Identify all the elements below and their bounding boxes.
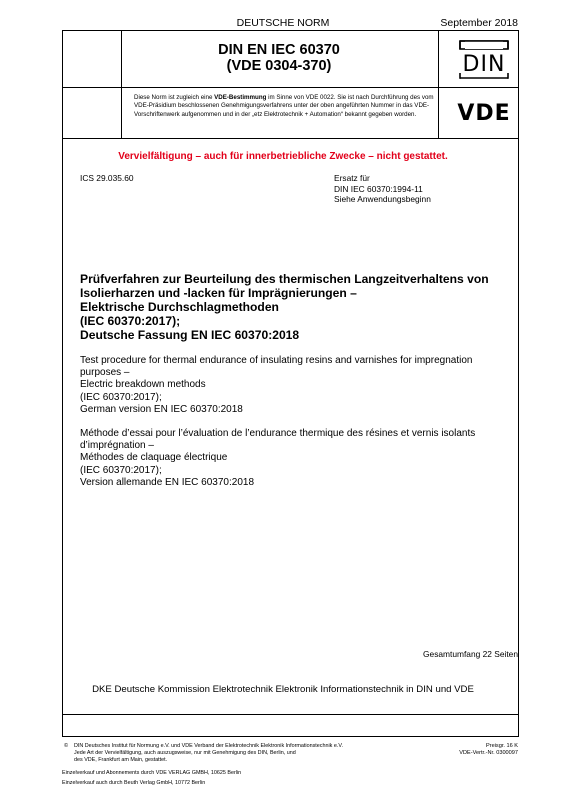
vde-logo (448, 99, 520, 125)
copyright-notice (74, 743, 434, 764)
sales-line-beuth: Einzelverkauf auch durch Beuth Verlag GmbH, 10772 Berlin (62, 780, 206, 786)
frame-dke-rule (62, 714, 519, 715)
title-french-line: Version allemande EN IEC 60370:2018 (80, 476, 255, 488)
vde-notice (134, 94, 434, 119)
title-english-line: German version EN IEC 60370:2018 (80, 403, 243, 415)
title-french-line: (IEC 60370:2017); (80, 464, 162, 476)
frame-mid-rule (62, 87, 519, 88)
standard-number: DIN EN IEC 60370 (218, 42, 340, 58)
sales-line-vde: Einzelverkauf und Abonnements durch VDE VERLAG GMBH, 10625 Berlin (62, 770, 242, 776)
notice-text-pre: Diese Norm ist zugleich eine (134, 94, 215, 101)
replacement-label: Ersatz für (334, 173, 370, 183)
title-english-line: Test procedure for thermal endurance of insulating resins and varnishes for impregnation (80, 355, 473, 366)
frame-top-rule (62, 30, 519, 31)
ics-code: ICS 29.035.60 (80, 173, 134, 183)
frame-notice-rule (62, 138, 519, 139)
title-french (80, 428, 530, 489)
copyright-line: DIN Deutsches Institut für Normung e.V. und VDE Verband der Elektrotechnik Elektronik Informationstechnik e.V. (74, 743, 343, 749)
din-logo (459, 40, 509, 80)
title-german (80, 272, 530, 342)
price-info (459, 743, 518, 757)
vde-classification: (VDE 0304-370) (226, 58, 332, 74)
replacement-note: Siehe Anwendungsbeginn (334, 194, 431, 205)
title-french-line: d’imprégnation – (80, 440, 154, 452)
title-german-line: Isolierharzen und -lacken für Imprägnierungen – (80, 286, 357, 300)
title-german-line: Deutsche Fassung EN IEC 60370:2018 (80, 328, 300, 342)
standard-title (120, 42, 438, 74)
notice-text-post: im Sinne von VDE 0022. Sie ist nach Durchführung des vom VDE-Präsidium beschlossenen Genehmigungsverfahrens unter der oben angeführten Nummer in das VDE-Vorschriftenwerk aufgenommen und in der „etz Elektrotechnik + Automation“ bekannt gegeben worden. (134, 94, 434, 118)
norm-type: DEUTSCHE NORM (236, 17, 330, 29)
title-german-line: Prüfverfahren zur Beurteilung des thermischen Langzeitverhaltens von (80, 272, 489, 286)
title-english (80, 355, 530, 416)
replaced-standard: DIN IEC 60370:1994-11 (334, 183, 423, 194)
din-logo-text: DIN (462, 52, 506, 77)
notice-text-bold: VDE-Bestimmung (214, 94, 267, 101)
total-pages: Gesamtumfang 22 Seiten (423, 649, 518, 659)
title-english-line: Electric breakdown methods (80, 379, 206, 391)
title-french-line: Méthode d’essai pour l’évaluation de l’endurance thermique des résines et vernis isolants (80, 428, 476, 439)
frame-inner-right-rule (438, 30, 439, 138)
title-english-line: (IEC 60370:2017); (80, 391, 162, 403)
title-german-line: Elektrische Durchschlagmethoden (80, 300, 279, 314)
frame-bottom-rule (62, 736, 519, 737)
title-french-line: Méthodes de claquage électrique (80, 452, 228, 464)
copyright-line: Jede Art der Vervielfältigung, auch auszugsweise, nur mit Genehmigung des DIN, Berlin, und (74, 749, 296, 756)
issue-date: September 2018 (440, 17, 518, 29)
vde-order-number: VDE-Vertr.-Nr. 0300097 (459, 750, 518, 757)
frame-left-rule (62, 30, 63, 736)
price-group: Preisgr. 16 K (485, 743, 518, 749)
copyright-line: des VDE, Frankfurt am Main, gestattet. (74, 756, 168, 763)
title-english-line: purposes – (80, 367, 130, 379)
reproduction-warning: Vervielfältigung – auch für innerbetriebliche Zwecke – nicht gestattet. (118, 151, 448, 162)
copyright-symbol: © (64, 743, 69, 749)
title-german-line: (IEC 60370:2017); (80, 314, 181, 328)
replacement-info (334, 173, 431, 205)
vde-logo-text: VDE (457, 101, 511, 125)
dke-line: DKE Deutsche Kommission Elektrotechnik Elektronik Informationstechnik in DIN und VDE (92, 684, 474, 695)
